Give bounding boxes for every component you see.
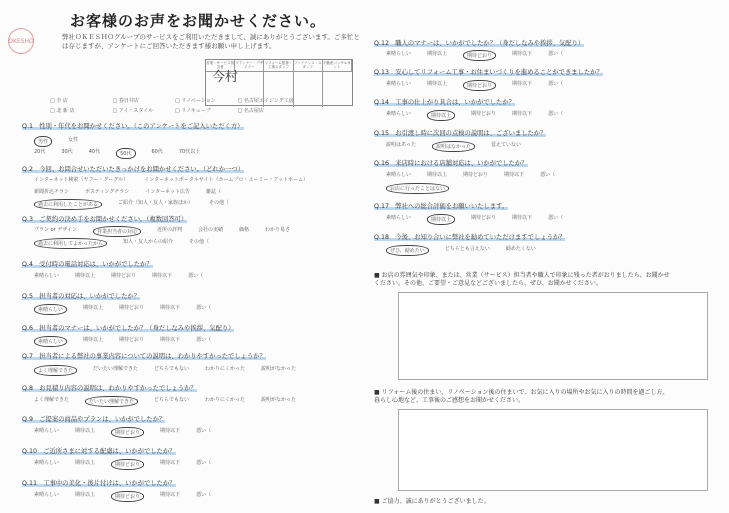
q3-option[interactable]: 会社の実績 (197, 227, 223, 233)
q3-label-text: Q.3 ご契約の決め手をお聞かせください。（複数回答可） (22, 216, 188, 223)
q18-option[interactable]: 勧めたくない (505, 246, 536, 252)
q3-option[interactable]: 知人・友人からの紹介 (123, 239, 174, 245)
q13-option[interactable]: 期待どおり (463, 80, 496, 91)
q11-option[interactable]: 期待どおり (111, 491, 144, 502)
q7-option[interactable]: どちらでもない (154, 366, 189, 372)
q3-options (34, 238, 225, 249)
q5-label-text: Q.5 担当者の対応は、いかがでしたか？ (22, 293, 141, 300)
q6-label-text: Q.6 担当者のマナーは、いかがでしたか？（身だしなみや挨拶、気配り） (22, 325, 235, 332)
q7-label-text: Q.7 担当者による弊社の事業内容についての説明は、わかりやすかったでしょうか？ (22, 353, 266, 360)
q7-option[interactable]: わかりにくかった (204, 366, 245, 372)
q8-option[interactable]: わかりにくかった (204, 397, 245, 403)
q2-options (34, 199, 245, 210)
q16-option[interactable]: 悪い（ (540, 172, 556, 178)
q1-option[interactable]: 40代 (88, 149, 101, 155)
q8-option[interactable]: どちらでもない (154, 397, 189, 403)
shop-option[interactable]: □ アイ・スタイル (113, 107, 176, 114)
q13-option[interactable]: 素晴らしい (386, 81, 412, 87)
q1-option[interactable]: 50代 (116, 148, 135, 159)
q16-option[interactable]: 素晴らしい (386, 172, 412, 178)
shop-checklist (50, 97, 300, 114)
q14-option[interactable]: 素晴らしい (386, 111, 412, 117)
q15-options (386, 141, 537, 152)
q17-option[interactable]: 期待以下 (512, 215, 533, 221)
q13-option[interactable]: 悪い（ (548, 81, 564, 87)
shop-option[interactable]: □ 春日井店 (113, 97, 176, 104)
q5-options (34, 304, 227, 315)
shop-option[interactable]: □ 名古屋エイジング工房 (238, 97, 301, 104)
q1-options (34, 148, 216, 159)
q1-label (22, 121, 244, 130)
q5-option[interactable]: 期待どおり (119, 305, 145, 311)
q3-option[interactable]: 価格 (239, 227, 250, 233)
q2-option[interactable]: 雑誌（ (205, 189, 221, 195)
q15-label (374, 128, 546, 137)
q5-option[interactable]: 期待以下 (160, 305, 181, 311)
q11-options (34, 491, 227, 502)
q1-option[interactable]: 60代 (151, 149, 163, 155)
free-comment-prompt-2: ■ リフォーム後の住まい、リノベーション後の住まいで、お気に入りの場所やお気に入りの時間を過ごし方、暮らし心地など、工事後のご感想をお聞かせください。 (374, 389, 669, 404)
q3-option[interactable]: その他（ (189, 239, 210, 245)
q4-label (22, 259, 153, 268)
q12-option[interactable]: 期待以上 (427, 51, 448, 57)
q4-option[interactable]: 悪い（ (188, 273, 204, 279)
free-comment-box-2[interactable] (398, 409, 708, 491)
q12-option[interactable]: 期待どおり (463, 50, 496, 61)
q17-label-text: Q.17 弊社への総合評価をお願いいたします。 (374, 203, 509, 210)
q15-label-text: Q.15 お引渡し時に次回の点検の説明は、ございましたか？ (374, 130, 547, 137)
shop-option[interactable]: □ 全 店 (50, 97, 113, 104)
q18-options (386, 245, 552, 256)
q6-option[interactable]: 素晴らしい (34, 336, 67, 347)
q9-option[interactable]: 期待以下 (160, 428, 181, 434)
q16-label (374, 158, 528, 167)
q15-option[interactable]: 説明はなかった (432, 141, 475, 152)
closing-text: ■ ご協力、誠にありがとうございました。 (374, 498, 490, 505)
q5-option[interactable]: 期待以上 (83, 305, 104, 311)
q7-label (22, 351, 266, 360)
q12-option[interactable]: 期待以下 (512, 51, 533, 57)
q6-option[interactable]: 期待以下 (160, 337, 181, 343)
q2-option[interactable]: ご紹介（知人・友人・家族ほか） (118, 200, 194, 206)
shop-option[interactable]: □ リノキューブ (175, 107, 238, 114)
q13-options (386, 80, 579, 91)
q16-option[interactable]: 期待どおり (463, 172, 489, 178)
q16-option[interactable]: 期待以上 (427, 172, 448, 178)
q1-option[interactable]: 女性 (68, 137, 79, 143)
q6-option[interactable]: 悪い（ (196, 337, 212, 343)
q10-label-text: Q.10 ご近所さまに対する配慮は、いかがでしたか？ (22, 448, 176, 455)
q6-label (22, 323, 234, 332)
free-comment-prompt-1: ■ お店の雰囲気や印象、または、営業（サービス）担当者や職人で印象に残った者がおりましたら、お聞かせください。その他、ご要望・ご意見などございましたら、ぜひ、お聞かせください。 (374, 272, 670, 287)
q2-option[interactable]: 過去に利用したことがある (34, 199, 102, 210)
q18-option[interactable]: ぜひ、勧めたい (386, 245, 429, 256)
q3-option[interactable]: 近所の評判 (156, 227, 182, 233)
q9-label-text: Q.9 ご提案の商品やプランは、いかがでしたか？ (22, 416, 166, 423)
q17-options (386, 214, 579, 225)
q4-option[interactable]: 期待以下 (152, 273, 173, 279)
q12-option[interactable]: 素晴らしい (386, 51, 412, 57)
staff-signature: 今村 (206, 72, 264, 107)
q11-option[interactable]: 期待以上 (75, 492, 96, 498)
q7-options (34, 365, 312, 376)
intro-text: 弊社ＯＫＥＳＨＯグループのサービスをご利用いただきまして、誠にありがとうございます。ご多忙とは存じますが、アンケートにご回答いただきます様お願い申し上げます。 (62, 33, 360, 50)
q10-option[interactable]: 期待どおり (111, 459, 144, 470)
q3-option[interactable]: わかり易さ (265, 227, 291, 233)
q2-option[interactable]: インターネット検索（ヤフー・グーグル） (34, 177, 129, 183)
shop-option[interactable]: □ 名古屋店 (238, 107, 301, 114)
q10-label (22, 446, 176, 455)
q11-option[interactable]: 期待以下 (160, 492, 181, 498)
q3-label (22, 214, 187, 223)
q4-option[interactable]: 期待どおり (111, 273, 137, 279)
q8-option[interactable]: 説明がなかった (261, 397, 297, 403)
q13-label (374, 67, 603, 76)
closing-message: ご協力、誠にありがとうございました。 (381, 498, 490, 505)
q2-options (34, 176, 324, 183)
q1-option[interactable]: 男性 (34, 136, 52, 147)
staff-header: リフォーム監督・工事スタッフ (264, 60, 293, 72)
q5-option[interactable]: 素晴らしい (34, 304, 67, 315)
q9-options (34, 427, 227, 438)
q2-option[interactable]: その他（ (209, 200, 230, 206)
q17-option[interactable]: 期待どおり (471, 215, 497, 221)
q7-option[interactable]: 説明がなかった (261, 366, 297, 372)
q8-option[interactable]: だいたい理解できた (85, 396, 138, 407)
q14-label (374, 97, 515, 106)
q18-option[interactable]: どちらとも言えない (444, 246, 490, 252)
q14-options (386, 110, 579, 121)
q14-option[interactable]: 期待どおり (471, 111, 497, 117)
q4-option[interactable]: 期待以上 (75, 273, 96, 279)
q8-label-text: Q.8 お見積り内容の説明は、わかりやすかったでしょうか？ (22, 385, 197, 392)
q6-option[interactable]: 期待以上 (83, 337, 104, 343)
q13-label-text: Q.13 安心してリフォーム工事・お住まいづくりを進めることができましたか？ (374, 69, 603, 76)
q17-option[interactable]: 期待以上 (427, 214, 455, 225)
staff-header: ファイナンス・スタッフ (294, 60, 323, 72)
q1-option[interactable]: 20代 (34, 149, 46, 155)
q9-label (22, 414, 165, 423)
q12-option[interactable]: 悪い（ (548, 51, 564, 57)
q10-option[interactable]: 期待以上 (75, 460, 96, 466)
q14-option[interactable]: 悪い（ (548, 111, 564, 117)
q14-label-text: Q.14 工事の仕上がり具合は、いかがでしたか？ (374, 99, 515, 106)
q8-options (34, 396, 312, 407)
shop-option[interactable]: □ リノベーション (175, 97, 238, 104)
staff-header: プランナー・デザイナー (235, 60, 264, 72)
free-comment-text-2: リフォーム後の住まい、リノベーション後の住まいで、お気に入りの場所やお気に入りの時間を過ごし方、暮らし心地など、工事後のご感想をお聞かせください。 (374, 389, 669, 404)
stamp-text: OKESHO (8, 37, 34, 45)
q2-option[interactable]: 新聞折込チラシ (34, 189, 70, 195)
q9-option[interactable]: 素晴らしい (34, 428, 60, 434)
q9-option[interactable]: 悪い（ (196, 428, 212, 434)
q17-label (374, 201, 508, 210)
q6-options (34, 336, 227, 347)
q2-options (34, 188, 237, 195)
free-comment-box-1[interactable] (398, 292, 708, 380)
q16-option[interactable]: お店に行ったことはない (386, 183, 449, 194)
q9-option[interactable]: 期待以上 (75, 428, 96, 434)
corner-stamp (8, 28, 34, 54)
q15-option[interactable]: 説明はあった (386, 142, 416, 148)
q1-label-text: Q.1 性別・年代をお聞かせください。（このアンケートをご記入いただく方） (22, 123, 244, 130)
q17-option[interactable]: 素晴らしい (386, 215, 412, 221)
q4-label-text: Q.4 受付時の電話対応は、いかがでしたか？ (22, 261, 153, 268)
q3-option[interactable]: プラン or デザイン (34, 227, 77, 233)
q12-label-text: Q.12 職人のマナーは、いかがでしたか？（身だしなみや挨拶、気配り） (374, 40, 585, 47)
q13-option[interactable]: 期待以下 (512, 81, 533, 87)
q3-option[interactable]: 営業担当者の対応 (93, 226, 141, 237)
q16-option[interactable]: 期待以下 (504, 172, 525, 178)
q10-option[interactable]: 悪い（ (196, 460, 212, 466)
q5-option[interactable]: 悪い（ (196, 305, 212, 311)
q10-option[interactable]: 期待以下 (160, 460, 181, 466)
q11-label (22, 478, 176, 487)
q3-option[interactable]: 過去に利用してよかったから (34, 238, 107, 249)
q18-label (374, 232, 565, 241)
q4-options (34, 272, 219, 279)
q16-options (386, 171, 571, 178)
q14-option[interactable]: 期待以上 (427, 110, 455, 121)
q10-options (34, 459, 227, 470)
q15-option[interactable]: 覚えていない (490, 142, 521, 148)
q11-label-text: Q.11 工事中の美化・後片付けは、いかがでしたか？ (22, 480, 176, 487)
q5-label (22, 291, 140, 300)
q2-option[interactable]: インターネット広告 (145, 189, 190, 195)
q4-option[interactable]: 素晴らしい (34, 273, 60, 279)
shop-option[interactable]: □ 北 新 店 (50, 107, 113, 114)
q2-label (22, 164, 244, 173)
q14-option[interactable]: 期待以下 (512, 111, 533, 117)
q2-option[interactable]: ポスティングチラシ (85, 189, 130, 195)
staff-cell (323, 72, 352, 107)
q7-option[interactable]: よく理解できた (34, 365, 77, 376)
q18-label-text: Q.18 今後、お知り合いに弊社を勧めていただけますでしょうか？ (374, 234, 566, 241)
q8-label (22, 383, 197, 392)
q7-option[interactable]: だいたい理解できた (93, 366, 139, 372)
q9-option[interactable]: 期待どおり (111, 427, 144, 438)
q16-options (386, 183, 465, 194)
q10-option[interactable]: 素晴らしい (34, 460, 60, 466)
q11-option[interactable]: 素晴らしい (34, 492, 60, 498)
q13-option[interactable]: 期待以上 (427, 81, 448, 87)
q12-options (386, 50, 579, 61)
staff-header: 営業・サービス担当者 (206, 60, 235, 72)
q3-options (34, 226, 306, 237)
q6-option[interactable]: 期待どおり (119, 337, 145, 343)
q1-options (34, 136, 94, 147)
q2-label-text: Q.2 今回、お問合せいただいたきっかけをお聞かせください。（どれか一つ） (22, 166, 244, 173)
q1-option[interactable]: 30代 (61, 149, 73, 155)
q1-option[interactable]: 70代以上 (178, 149, 201, 155)
q17-option[interactable]: 悪い（ (548, 215, 564, 221)
staff-header: 不動産コンサルタント (323, 60, 352, 72)
q8-option[interactable]: よく理解できた (34, 397, 70, 403)
q12-label (374, 38, 584, 47)
q11-option[interactable]: 悪い（ (196, 492, 212, 498)
q16-label-text: Q.16 来店時における店舗対応は、いかがでしたか？ (374, 160, 528, 167)
free-comment-text-1: お店の雰囲気や印象、または、営業（サービス）担当者や職人で印象に残った者がおりましたら、お聞かせください。その他、ご要望・ご意見などございましたら、ぜひ、お聞かせください。 (374, 272, 670, 287)
q2-option[interactable]: インターネットポータルサイト（ホームプロ・ユーミー・アットホーム） (144, 177, 309, 183)
page-title: お客様のお声をお聞かせください。 (70, 12, 327, 30)
